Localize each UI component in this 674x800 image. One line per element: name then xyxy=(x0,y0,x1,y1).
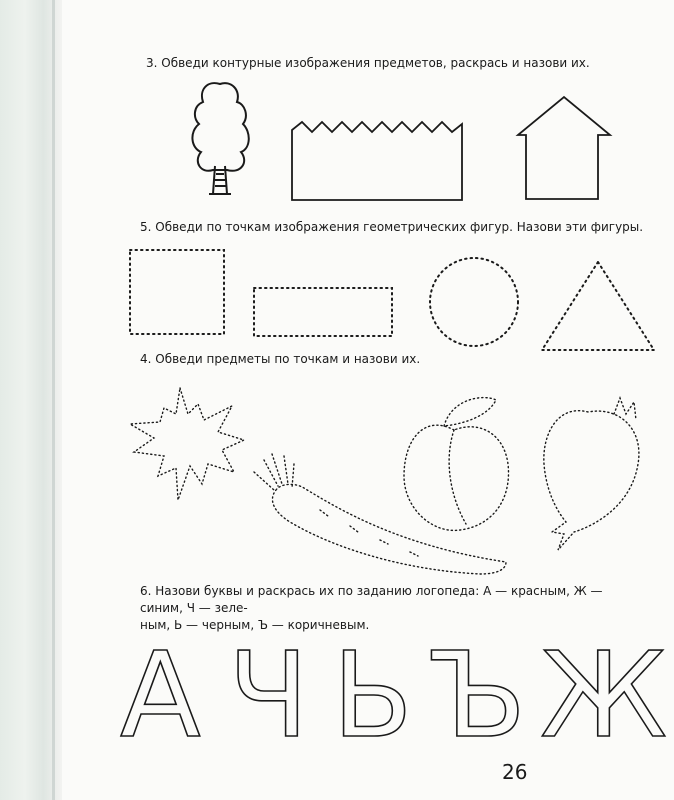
dotted-triangle xyxy=(538,258,658,354)
letter-soft-sign: Ь xyxy=(332,626,413,764)
dotted-beet xyxy=(528,394,648,560)
task-6-line-2: ным, Ь — черным, Ъ — коричневым. xyxy=(140,618,370,632)
task-4-instruction: 4. Обведи предметы по точкам и назови их. xyxy=(140,352,421,366)
letter-zhe: Ж xyxy=(540,626,668,764)
outline-letters-row xyxy=(110,626,668,764)
dotted-maple-leaf xyxy=(124,380,254,510)
tree-outline xyxy=(185,78,255,198)
letter-hard-sign: Ъ xyxy=(428,626,527,764)
dotted-square xyxy=(126,246,228,338)
letter-che: Ч xyxy=(228,626,309,764)
house-outline xyxy=(514,93,614,203)
dotted-rectangle xyxy=(250,284,396,340)
letter-a: А xyxy=(120,626,201,764)
task-5-instruction: 5. Обведи по точкам изображения геометрических фигур. Назови эти фигуры. xyxy=(140,220,644,234)
dotted-peach xyxy=(396,390,516,538)
fence-outline xyxy=(290,118,465,204)
page-number: 26 xyxy=(502,760,528,784)
task-6-line-1: 6. Назови буквы и раскрась их по заданию логопеда: А — красным, Ж — синим, Ч — зеле- xyxy=(140,584,603,615)
task-3-instruction: 3. Обведи контурные изображения предметов, раскрась и назови их. xyxy=(146,56,590,70)
book-page-edge xyxy=(0,0,62,800)
dotted-circle xyxy=(426,254,522,350)
